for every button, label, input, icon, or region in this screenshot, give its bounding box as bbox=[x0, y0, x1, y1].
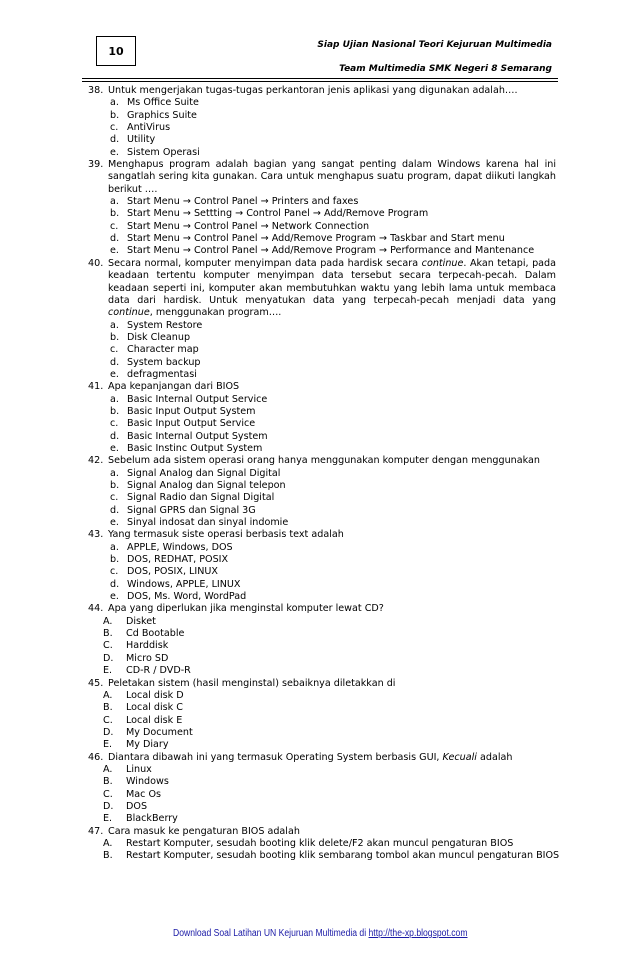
header-rule-top bbox=[82, 78, 558, 79]
option-letter: d. bbox=[110, 504, 120, 516]
option-text: Local disk D bbox=[126, 689, 184, 701]
option-letter: A. bbox=[103, 615, 113, 627]
option-text: System Restore bbox=[127, 319, 203, 331]
option-text: Restart Komputer, sesudah booting klik sembarang tombol akan muncul pengaturan BIOS bbox=[126, 850, 560, 862]
footer bbox=[173, 928, 467, 939]
option-text: Start Menu → Control Panel → Add/Remove Program → Taskbar and Start menu bbox=[127, 233, 505, 245]
question-text-part: Secara normal, komputer menyimpan data pada hardisk secara bbox=[108, 257, 422, 269]
option-text: Character map bbox=[127, 344, 199, 356]
option-letter: A. bbox=[103, 689, 113, 701]
question-text bbox=[108, 258, 556, 320]
answer-option bbox=[110, 233, 556, 245]
option-text: Signal GPRS dan Signal 3G bbox=[127, 504, 256, 516]
option-letter: D. bbox=[103, 652, 114, 664]
option-text: Basic Internal Output Service bbox=[127, 393, 268, 405]
option-letter: B. bbox=[103, 776, 113, 788]
answer-option bbox=[110, 492, 556, 504]
answer-option bbox=[110, 406, 556, 418]
option-letter: d. bbox=[110, 430, 120, 442]
answer-option bbox=[103, 628, 556, 640]
option-letter: d. bbox=[110, 134, 120, 146]
answer-option bbox=[110, 332, 556, 344]
answer-option bbox=[103, 801, 556, 813]
answer-option bbox=[110, 369, 556, 381]
option-text: DOS, Ms. Word, WordPad bbox=[127, 591, 247, 603]
option-list bbox=[110, 97, 556, 159]
answer-option bbox=[110, 480, 556, 492]
option-letter: C. bbox=[103, 714, 113, 726]
option-text: Cd Bootable bbox=[126, 628, 185, 640]
option-list bbox=[103, 764, 556, 826]
option-letter: b. bbox=[110, 405, 120, 417]
answer-option bbox=[110, 110, 556, 122]
option-list bbox=[103, 837, 560, 863]
option-text: Disket bbox=[126, 615, 156, 627]
option-text: Sistem Operasi bbox=[127, 146, 200, 158]
option-list bbox=[103, 616, 556, 678]
question-text bbox=[108, 678, 556, 690]
option-text: Start Menu → Control Panel → Network Connection bbox=[127, 220, 370, 232]
option-letter: c. bbox=[110, 122, 119, 134]
option-text: Start Menu → Control Panel → Add/Remove Program → Performance and Mantenance bbox=[127, 245, 535, 257]
option-letter: D. bbox=[103, 800, 114, 812]
option-text: Restart Komputer, sesudah booting klik delete/F2 akan muncul pengaturan BIOS bbox=[126, 837, 514, 849]
option-letter: a. bbox=[110, 393, 119, 405]
option-list bbox=[110, 394, 556, 456]
option-letter: d. bbox=[110, 356, 120, 368]
answer-option bbox=[103, 640, 556, 652]
option-letter: E. bbox=[103, 813, 113, 825]
option-letter: e. bbox=[110, 368, 119, 380]
option-text: My Document bbox=[126, 726, 193, 738]
option-letter: b. bbox=[110, 331, 120, 343]
option-text: Harddisk bbox=[126, 640, 169, 652]
option-letter: B. bbox=[103, 702, 113, 714]
option-list bbox=[103, 690, 556, 752]
question-item bbox=[88, 455, 556, 529]
answer-option bbox=[103, 789, 556, 801]
answer-option bbox=[110, 208, 556, 220]
question-text-italic: continue bbox=[108, 307, 150, 319]
question-item bbox=[88, 258, 556, 381]
header-title: Siap Ujian Nasional Teori Kejuruan Multimedia bbox=[317, 40, 552, 50]
option-letter: A. bbox=[103, 837, 113, 849]
answer-option bbox=[103, 850, 560, 862]
answer-option bbox=[110, 468, 556, 480]
footer-link[interactable]: http://the-xp.blogspot.com bbox=[368, 928, 468, 939]
option-letter: a. bbox=[110, 541, 119, 553]
option-list bbox=[110, 468, 556, 530]
answer-option bbox=[103, 616, 556, 628]
option-letter: d. bbox=[110, 233, 120, 245]
answer-option bbox=[110, 542, 556, 554]
page-number: 10 bbox=[108, 44, 124, 58]
question-item bbox=[88, 159, 556, 258]
answer-option bbox=[110, 591, 556, 603]
option-letter: C. bbox=[103, 640, 113, 652]
option-text: BlackBerry bbox=[126, 813, 178, 825]
answer-option bbox=[110, 147, 556, 159]
option-letter: d. bbox=[110, 578, 120, 590]
answer-option bbox=[103, 653, 556, 665]
question-text bbox=[108, 85, 556, 97]
answer-option bbox=[110, 517, 556, 529]
question-text-italic: Kecuali bbox=[442, 751, 477, 763]
option-text: Graphics Suite bbox=[127, 109, 197, 121]
option-text: Basic Input Output System bbox=[127, 405, 256, 417]
option-text: Micro SD bbox=[126, 652, 169, 664]
question-text-italic: continue bbox=[421, 257, 464, 269]
page-number-box bbox=[96, 36, 136, 66]
option-letter: c. bbox=[110, 418, 119, 430]
option-list bbox=[110, 196, 556, 258]
answer-option bbox=[103, 739, 556, 751]
answer-option bbox=[103, 665, 556, 677]
option-letter: a. bbox=[110, 319, 119, 331]
option-letter: c. bbox=[110, 220, 119, 232]
question-number: 43. bbox=[88, 529, 104, 541]
question-text bbox=[108, 752, 556, 764]
option-letter: a. bbox=[110, 196, 119, 208]
answer-option bbox=[103, 690, 556, 702]
option-text: Mac Os bbox=[126, 788, 162, 800]
option-letter: e. bbox=[110, 146, 119, 158]
question-number: 42. bbox=[88, 455, 104, 467]
option-letter: a. bbox=[110, 467, 119, 479]
footer-text: Download Soal Latihan UN Kejuruan Multimedia di bbox=[173, 928, 369, 939]
answer-option bbox=[110, 394, 556, 406]
question-item bbox=[88, 529, 556, 603]
option-text: Utility bbox=[127, 134, 156, 146]
option-text: Linux bbox=[126, 763, 152, 775]
option-text: defragmentasi bbox=[127, 368, 197, 380]
option-letter: c. bbox=[110, 344, 119, 356]
answer-option bbox=[110, 579, 556, 591]
option-letter: B. bbox=[103, 628, 113, 640]
option-text: Signal Radio dan Signal Digital bbox=[127, 492, 275, 504]
answer-option bbox=[103, 715, 556, 727]
answer-option bbox=[110, 320, 556, 332]
option-text: Basic Input Output Service bbox=[127, 418, 256, 430]
question-text-part: , menggunakan program…. bbox=[149, 307, 282, 319]
answer-option bbox=[110, 344, 556, 356]
option-text: Local disk C bbox=[126, 702, 183, 714]
question-text bbox=[108, 381, 556, 393]
question-text-part: adalah bbox=[476, 751, 513, 763]
question-item bbox=[88, 752, 556, 826]
question-item bbox=[88, 825, 560, 863]
question-number: 44. bbox=[88, 603, 104, 615]
question-text bbox=[108, 159, 556, 196]
option-letter: c. bbox=[110, 566, 119, 578]
question-text-part: Cara masuk ke pengaturan BIOS adalah bbox=[108, 825, 300, 837]
option-letter: e. bbox=[110, 517, 119, 529]
option-text: Start Menu → Control Panel → Printers and faxes bbox=[127, 196, 359, 208]
answer-option bbox=[110, 134, 556, 146]
option-text: DOS bbox=[126, 800, 148, 812]
answer-option bbox=[103, 838, 556, 850]
option-text: Signal Analog dan Signal Digital bbox=[127, 467, 281, 479]
answer-option bbox=[110, 431, 556, 443]
option-letter: e. bbox=[110, 442, 119, 454]
question-text bbox=[108, 826, 556, 838]
answer-option bbox=[110, 245, 556, 257]
question-text-part: Yang termasuk siste operasi berbasis text adalah bbox=[108, 529, 344, 541]
question-item bbox=[88, 678, 556, 752]
question-text-part: Peletakan sistem (hasil menginstal) sebaiknya diletakkan di bbox=[108, 677, 396, 689]
answer-option bbox=[110, 566, 556, 578]
question-number: 41. bbox=[88, 381, 104, 393]
answer-option bbox=[103, 764, 556, 776]
answer-option bbox=[110, 418, 556, 430]
question-number: 47. bbox=[88, 825, 104, 837]
option-text: Windows, APPLE, LINUX bbox=[127, 578, 241, 590]
option-text: Basic Instinc Output System bbox=[127, 442, 263, 454]
option-text: DOS, POSIX, LINUX bbox=[127, 566, 219, 578]
answer-option bbox=[110, 505, 556, 517]
answer-option bbox=[103, 702, 556, 714]
answer-option bbox=[110, 221, 556, 233]
option-letter: b. bbox=[110, 554, 120, 566]
option-text: Windows bbox=[126, 776, 169, 788]
answer-option bbox=[110, 122, 556, 134]
question-list bbox=[88, 85, 560, 863]
question-item bbox=[88, 603, 556, 677]
option-text: DOS, REDHAT, POSIX bbox=[127, 554, 229, 566]
option-text: Signal Analog dan Signal telepon bbox=[127, 480, 286, 491]
option-text: APPLE, Windows, DOS bbox=[127, 541, 233, 553]
question-text-part: Sebelum ada sistem operasi orang hanya menggunakan komputer dengan menggunakan bbox=[108, 455, 540, 467]
question-text-part: Apa kepanjangan dari BIOS bbox=[108, 381, 240, 393]
option-letter: c. bbox=[110, 492, 119, 504]
answer-option bbox=[110, 97, 556, 109]
option-letter: E. bbox=[103, 665, 113, 677]
option-list bbox=[110, 542, 556, 604]
option-letter: E. bbox=[103, 739, 113, 751]
option-list bbox=[110, 320, 556, 382]
option-letter: B. bbox=[103, 850, 113, 862]
question-number: 45. bbox=[88, 677, 104, 689]
answer-option bbox=[110, 196, 556, 208]
question-text-part: Apa yang diperlukan jika menginstal komputer lewat CD? bbox=[108, 603, 384, 615]
answer-option bbox=[103, 727, 556, 739]
answer-option bbox=[110, 443, 556, 455]
header-subtitle: Team Multimedia SMK Negeri 8 Semarang bbox=[339, 64, 552, 74]
option-text: AntiVirus bbox=[127, 122, 171, 134]
question-item bbox=[88, 381, 556, 455]
question-text bbox=[108, 529, 556, 541]
answer-option bbox=[110, 554, 556, 566]
question-number: 38. bbox=[88, 85, 104, 96]
question-item bbox=[88, 85, 556, 159]
option-letter: b. bbox=[110, 109, 120, 121]
option-text: Sinyal indosat dan sinyal indomie bbox=[127, 517, 289, 529]
option-letter: e. bbox=[110, 245, 119, 257]
option-letter: D. bbox=[103, 726, 114, 738]
option-text: Ms Office Suite bbox=[127, 97, 199, 109]
option-letter: b. bbox=[110, 208, 120, 220]
option-letter: b. bbox=[110, 480, 120, 491]
option-text: Local disk E bbox=[126, 714, 183, 726]
option-text: Start Menu → Settting → Control Panel → Add/Remove Program bbox=[127, 208, 429, 220]
question-text-part: Menghapus program adalah bagian yang sangat penting dalam Windows karena hal ini sangatlah sering kita gunakan. Cara untuk menghapus suatu program, dapat diikuti langkah berikut …. bbox=[108, 159, 556, 195]
option-letter: A. bbox=[103, 763, 113, 775]
question-text-part: . Akan tetapi, pada keadaan tertentu komputer menyimpan data tersebut secara terpecah-pecah. Dalam keadaan seperti ini, komputer akan membutuhkan waktu yang lebih lama untuk membaca data dari hardisk. Untuk menyatukan data yang terpecah-pecah menjadi data yang bbox=[108, 257, 557, 306]
option-letter: e. bbox=[110, 591, 119, 603]
question-number: 46. bbox=[88, 751, 104, 763]
header-rule-bottom bbox=[82, 81, 558, 82]
option-text: Disk Cleanup bbox=[127, 331, 191, 343]
question-text-part: Diantara dibawah ini yang termasuk Operating System berbasis GUI, bbox=[108, 751, 443, 763]
option-letter: a. bbox=[110, 97, 119, 109]
option-letter: C. bbox=[103, 788, 113, 800]
option-text: CD-R / DVD-R bbox=[126, 665, 191, 677]
question-text bbox=[108, 455, 556, 467]
answer-option bbox=[103, 813, 556, 825]
question-number: 39. bbox=[88, 159, 104, 171]
question-number: 40. bbox=[88, 257, 104, 269]
option-text: System backup bbox=[127, 356, 201, 368]
question-text bbox=[108, 603, 556, 615]
option-text: Basic Internal Output System bbox=[127, 430, 268, 442]
answer-option bbox=[103, 776, 556, 788]
answer-option bbox=[110, 357, 556, 369]
question-text-part: Untuk mengerjakan tugas-tugas perkantoran jenis aplikasi yang digunakan adalah…. bbox=[108, 85, 518, 96]
option-text: My Diary bbox=[126, 739, 169, 751]
